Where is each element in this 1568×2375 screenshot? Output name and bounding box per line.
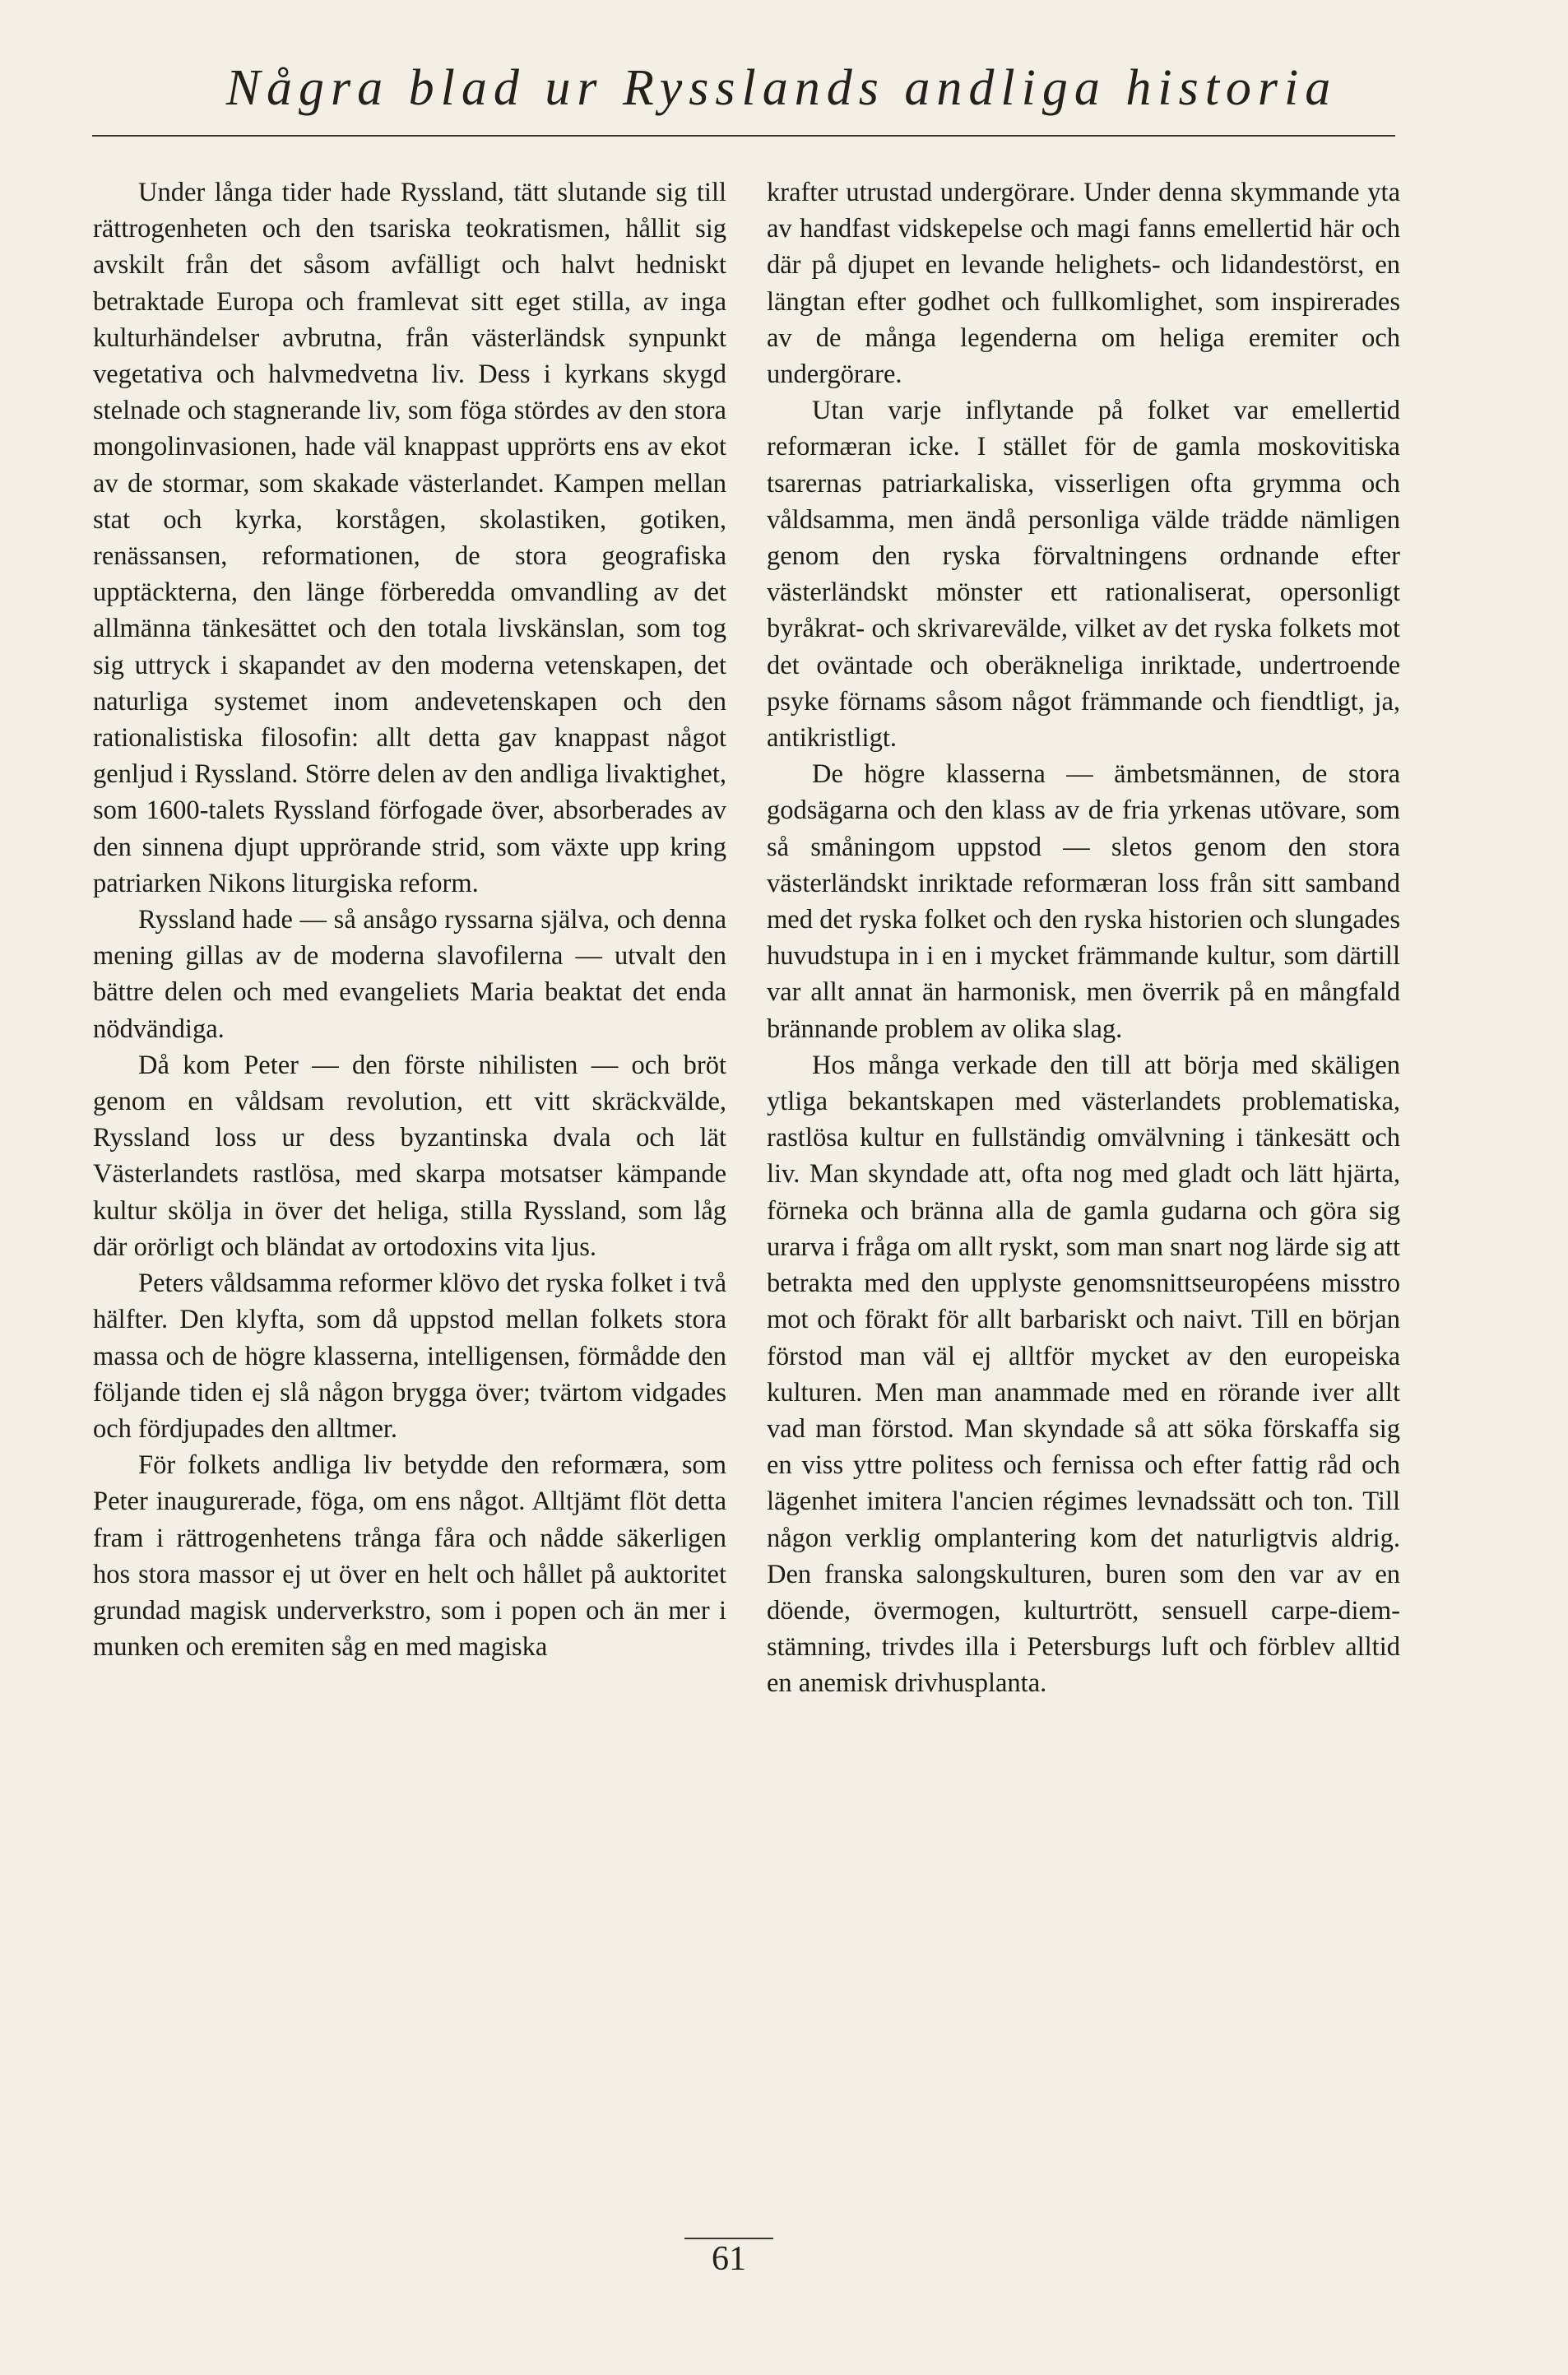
paragraph: Ryssland hade — så ansågo ryssarna själva, och denna mening gillas av de moderna slavofilerna — utvalt den bättre delen och med evangeliets Maria beaktat det enda nödvändiga. <box>93 905 726 1044</box>
paragraph: Utan varje inflytande på folket var emellertid reformæran icke. I stället för de gamla moskovitiska tsarernas patriarkaliska, visserligen ofta grymma och våldsamma, men ändå personliga välde trädde nämligen genom den ryska förvaltningens ordnande efter västerländskt mönster ett rationaliserat, opersonligt byråkrat- och skrivarevälde, vilket av det ryska folkets mot det oväntade och oberäkneliga inriktade, undertroende psyke förnams såsom något främmande och fiendtligt, ja, antikristligt. <box>767 396 1400 754</box>
paragraph: Under långa tider hade Ryssland, tätt slutande sig till rättrogenheten och den tsariska teokratismen, hållit sig avskilt från det såsom avfälligt och halvt hedniskt betraktade Europa och framlevat sitt eget stilla, av inga kulturhändelser avbrutna, från västerländsk synpunkt vegetativa och halvmedvetna liv. Dess i kyrkans skygd stelnade och stagnerande liv, som föga stördes av den stora mongolinvasionen, hade väl knappast upprörts ens av ekot av de stormar, som skakade västerlandet. Kampen mellan stat och kyrka, korstågen, skolastiken, gotiken, renässansen, reformationen, de stora geografiska upptäckterna, den länge förberedda omvandling av det allmänna tänkesättet och den totala livskänslan, som tog sig uttryck i skapandet av den moderna vetenskapen, det naturliga systemet inom andevetenskapen och den rationalistiska filosofin: allt detta gav knappast något genljud i Ryssland. Större delen av den andliga livaktighet, som 1600-talets Ryssland förfogade över, absorberades av den sinnena djupt upprörande strid, som växte upp kring patriarken Nikons liturgiska reform. <box>93 178 726 898</box>
header-rule <box>92 135 1395 137</box>
paragraph: Peters våldsamma reformer klövo det ryska folket i två hälfter. Den klyfta, som då uppstod mellan folkets stora massa och de högre klasserna, intelligensen, förmådde den följande tiden ej slå någon brygga över; tvärtom vidgades och fördjupades den alltmer. <box>93 1269 726 1444</box>
paragraph: För folkets andliga liv betydde den reformæra, som Peter inaugurerade, föga, om ens något. Alltjämt flöt detta fram i rättrogenhetens trånga fåra och nådde säkerligen hos stora massor ej ut över en helt och hållet på auktoritet grundad magisk underverkstro, som i popen och än mer i munken och eremiten såg en med magiska <box>93 1450 726 1663</box>
right-text-column <box>767 174 1400 1702</box>
page-number: 61 <box>712 2240 746 2278</box>
left-text-column <box>93 174 726 1665</box>
paragraph-continuation: krafter utrustad undergörare. Under denna skymmande yta av handfast vidskepelse och magi fanns emellertid här och där på djupet en levande helighets- och lidandestörst, en längtan efter godhet och fullkomlighet, som inspirerades av de många legenderna om heliga eremiter och undergörare. <box>767 178 1400 390</box>
paragraph: Då kom Peter — den förste nihilisten — och bröt genom en våldsam revolution, ett vitt skräckvälde, Ryssland loss ur dess byzantinska dvala och lät Västerlandets rastlösa, med skarpa motsatser kämpande kultur skölja in över det heliga, stilla Ryssland, som låg där orörligt och bländat av ortodoxins vita ljus. <box>93 1050 726 1262</box>
running-head-title: Några blad ur Rysslands andliga historia <box>225 60 1338 116</box>
paragraph: De högre klasserna — ämbetsmännen, de stora godsägarna och den klass av de fria yrkenas utövare, som så småningom uppstod — sletos genom den stora västerländskt inriktade reformæran loss från sitt samband med det ryska folket och den ryska historien och slungades huvudstupa in i en i mycket främmande kultur, som därtill var allt annat än harmonisk, men överrik på en mångfald brännande problem av olika slag. <box>767 759 1400 1044</box>
paragraph: Hos många verkade den till att börja med skäligen ytliga bekantskapen med västerlandets problematiska, rastlösa kultur en fullständig omvälvning i tänkesätt och liv. Man skyndade att, ofta nog med gladt och lätt hjärta, förneka och bränna alla de gamla gudarna och göra sig urarva i fråga om allt ryskt, som man snart nog lärde sig att betrakta med den upplyste genomsnittseuropéens misstro mot och förakt för allt barbariskt och naivt. Till en början förstod man väl ej alltför mycket av den europeiska kulturen. Men man anammade med en rörande iver allt vad man förstod. Man skyndade så att söka förskaffa sig en viss yttre politess och fernissa och efter fattig råd och lägenhet imitera l'ancien régimes levnadssätt och ton. Till någon verklig omplantering kom det naturligtvis aldrig. Den franska salongskulturen, buren som den var av en döende, övermogen, kulturtrött, sensuell carpe-diem-stämning, trivdes illa i Petersburgs luft och förblev alltid en anemisk drivhusplanta. <box>767 1050 1400 1699</box>
